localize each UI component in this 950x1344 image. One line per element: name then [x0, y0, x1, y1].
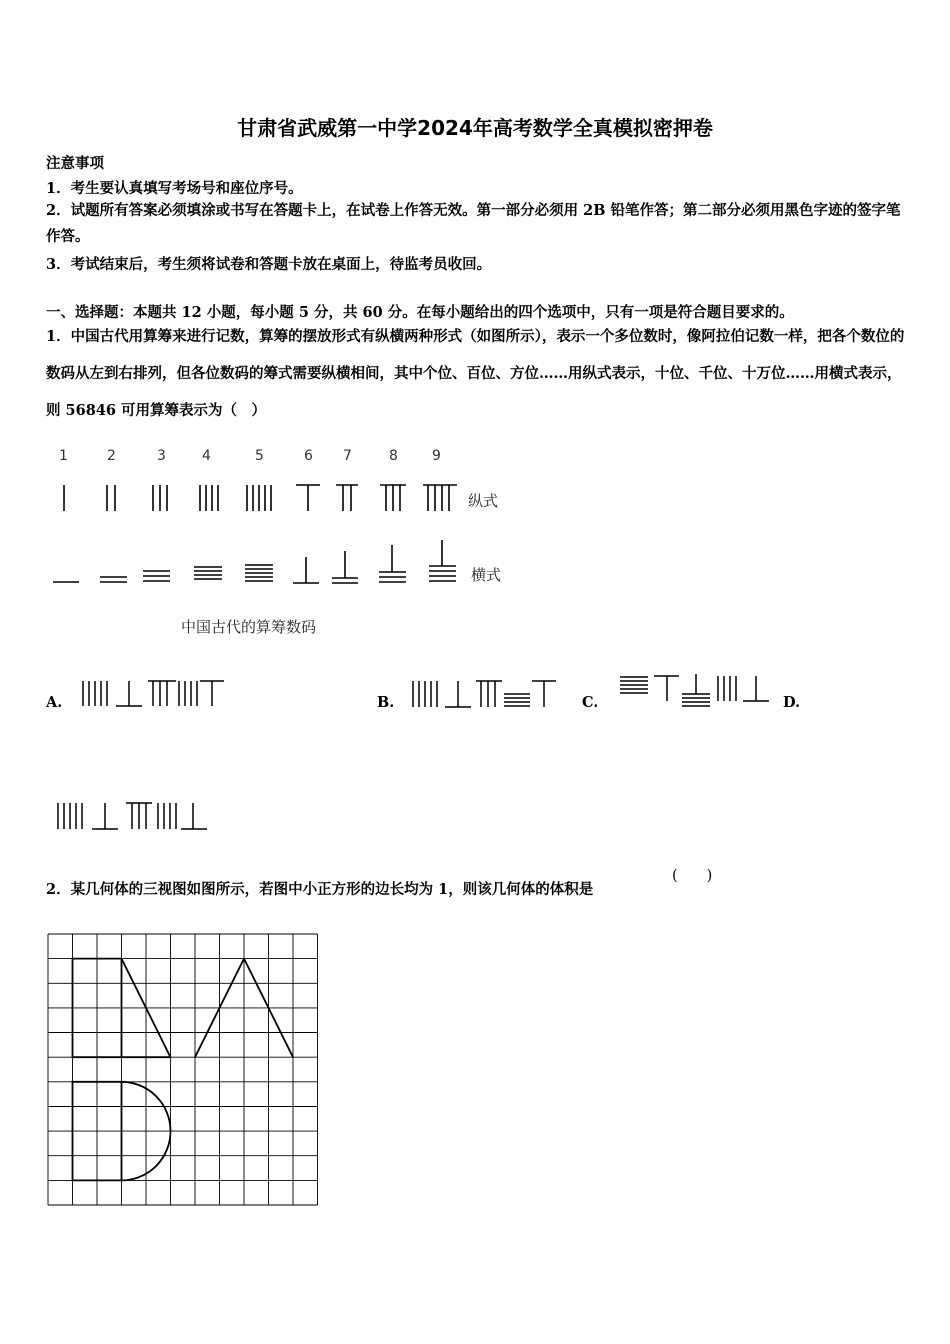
notice-item-2: 2．试题所有答案必须填涂或书写在答题卡上，在试卷上作答无效。第一部分必须用 2B 铅笔作答；第二部分必须用黑色字迹的签字笔作答。 [46, 202, 901, 245]
notice-item-3: 3．考试结束后，考生须将试卷和答题卡放在桌面上，待监考员收回。 [46, 256, 492, 273]
vertical-label: 纵式 [468, 492, 499, 510]
grid-lines [48, 934, 318, 1205]
digit-label: 2 [107, 448, 116, 464]
digit-label: 3 [157, 448, 166, 464]
option-d-rods [52, 798, 214, 834]
digit-label: 7 [343, 448, 352, 464]
three-view-grid-figure [47, 932, 322, 1210]
question-1-text: 1．中国古代用算筹来进行记数，算筹的摆放形式有纵横两种形式（如图所示），表示一个多位数时，像阿拉伯记数一样，把各个数位的数码从左到右排列，但各位数码的筹式需要纵横相间，其中个位、百位、方位……用纵式表示，十位、千位、十万位……用横式表示，则 56846 可用算筹表示为（ ） [46, 328, 905, 419]
option-b-label[interactable]: B. [377, 694, 395, 711]
counting-rods-figure [40, 475, 480, 590]
digit-label: 9 [432, 448, 441, 464]
vertical-rods-row [64, 485, 457, 511]
horizontal-label: 横式 [471, 566, 502, 584]
option-c-label[interactable]: C. [582, 694, 599, 711]
figure-caption: 中国古代的算筹数码 [181, 618, 317, 636]
digit-label: 8 [389, 448, 398, 464]
digit-label: 5 [255, 448, 264, 464]
option-d-label[interactable]: D. [783, 694, 801, 711]
horizontal-rods-row [53, 540, 456, 583]
view-outlines [73, 959, 294, 1181]
question-2-text: 2．某几何体的三视图如图所示，若图中小正方形的边长均为 1，则该几何体的体积是 [46, 881, 594, 898]
option-b-rods [408, 676, 560, 712]
digit-label: 6 [304, 448, 313, 464]
notice-item-1: 1．考生要认真填写考场号和座位序号。 [46, 180, 303, 197]
option-a-rods [78, 676, 228, 710]
notice-heading: 注意事项 [46, 155, 104, 172]
question-2-blank: ( ) [672, 868, 713, 884]
digit-label: 4 [202, 448, 211, 464]
option-c-rods [615, 670, 775, 712]
digit-label: 1 [59, 448, 68, 464]
section-heading: 一、选择题：本题共 12 小题，每小题 5 分，共 60 分。在每小题给出的四个选项中，只有一项是符合题目要求的。 [46, 304, 794, 321]
page-title: 甘肃省武威第一中学2024年高考数学全真模拟密押卷 [237, 116, 713, 140]
option-a-label[interactable]: A. [46, 694, 63, 711]
